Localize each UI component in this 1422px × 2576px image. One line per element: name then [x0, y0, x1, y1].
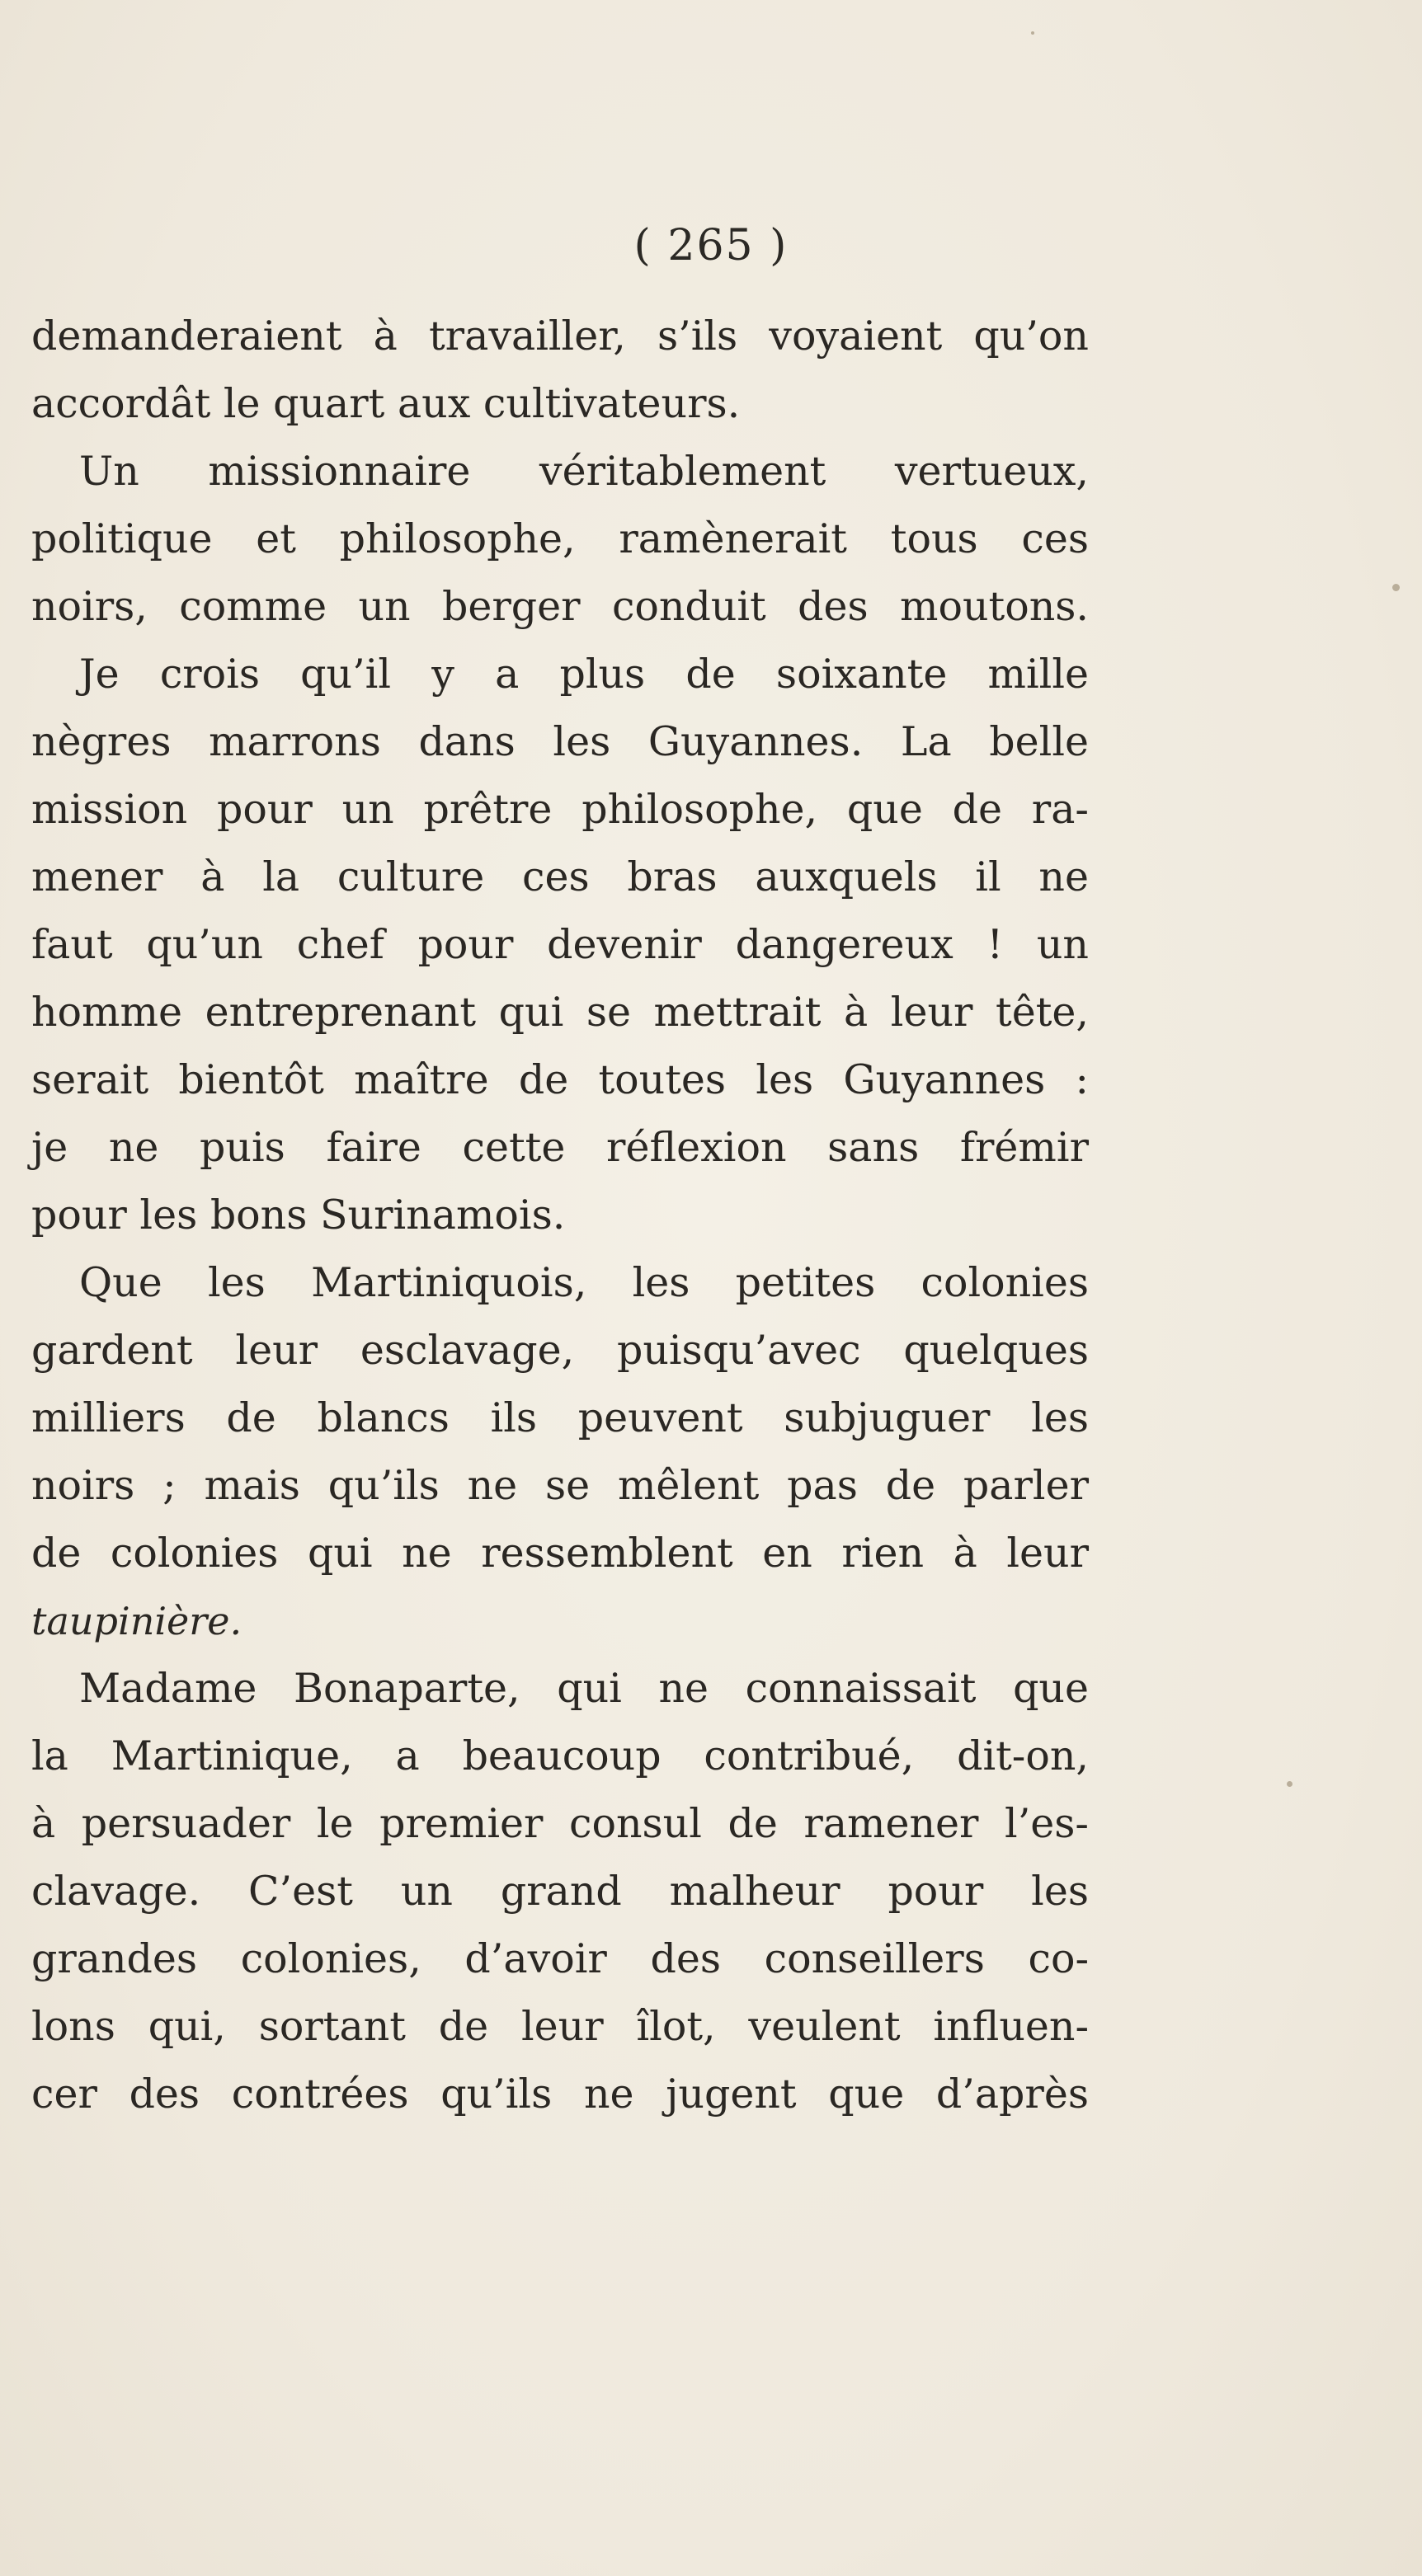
text-line: accordât le quart aux cultivateurs.: [31, 380, 741, 427]
text-line: Madame Bonaparte, qui ne connaissait que: [79, 1665, 1089, 1712]
text-line: Je crois qu’il y a plus de soixante mille: [79, 651, 1089, 698]
text-line-italic: taupinière.: [31, 1599, 242, 1643]
text-line: serait bientôt maître de toutes les Guyannes :: [31, 1056, 1089, 1103]
text-line: homme entreprenant qui se mettrait à leur tête,: [31, 989, 1089, 1036]
page-number: ( 265 ): [633, 221, 789, 270]
text-line: noirs, comme un berger conduit des moutons.: [31, 583, 1089, 630]
text-line: pour les bons Surinamois.: [31, 1192, 566, 1239]
text-line: milliers de blancs ils peuvent subjuguer les: [31, 1394, 1089, 1441]
text-line: lons qui, sortant de leur îlot, veulent influen-: [31, 2003, 1089, 2050]
text-line: à persuader le premier consul de ramener l’es-: [31, 1800, 1089, 1847]
paper-speck: [1031, 31, 1034, 35]
text-line: je ne puis faire cette réflexion sans frémir: [31, 1124, 1089, 1171]
text-line: la Martinique, a beaucoup contribué, dit-on,: [31, 1732, 1089, 1779]
text-line: demanderaient à travailler, s’ils voyaient qu’on: [31, 313, 1089, 360]
text-line: grandes colonies, d’avoir des conseillers co-: [31, 1935, 1089, 1982]
text-line: politique et philosophe, ramènerait tous ces: [31, 515, 1089, 562]
text-line: noirs ; mais qu’ils ne se mêlent pas de parler: [31, 1462, 1089, 1509]
text-line: cer des contrées qu’ils ne jugent que d’après: [31, 2071, 1089, 2118]
paper-speck: [1392, 584, 1400, 591]
text-line: faut qu’un chef pour devenir dangereux ! un: [31, 921, 1089, 968]
text-line: nègres marrons dans les Guyannes. La belle: [31, 718, 1089, 765]
paper-speck: [1287, 1781, 1293, 1787]
text-line: mener à la culture ces bras auxquels il ne: [31, 853, 1089, 900]
text-line: gardent leur esclavage, puisqu’avec quelques: [31, 1327, 1089, 1374]
text-line: mission pour un prêtre philosophe, que de ra-: [31, 786, 1089, 833]
text-line: de colonies qui ne ressemblent en rien à leur: [31, 1530, 1089, 1577]
text-line: clavage. C’est un grand malheur pour les: [31, 1868, 1089, 1915]
text-line: Que les Martiniquois, les petites colonies: [79, 1259, 1089, 1306]
text-line: Un missionnaire véritablement vertueux,: [79, 448, 1089, 495]
